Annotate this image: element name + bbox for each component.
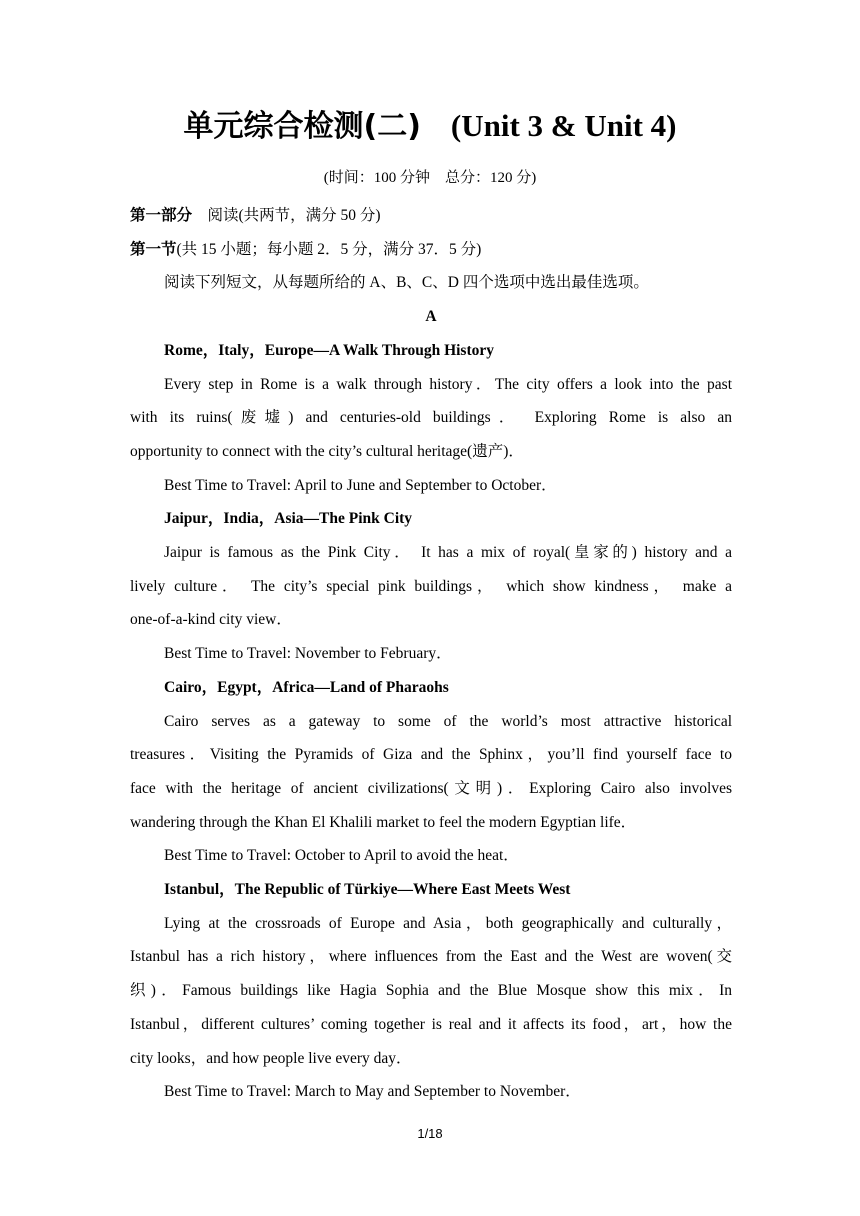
page-title — [0, 104, 860, 149]
jaipur-line: Jaipur is famous as the Pink City． It has a mix of royal(皇家的) history and a — [164, 544, 732, 562]
section-label: 第一节 — [130, 239, 177, 258]
jaipur-best-time: Best Time to Travel: November to February． — [164, 645, 452, 663]
istanbul-line: Lying at the crossroads of Europe and Asia，both geographically and culturally， — [164, 914, 732, 932]
page-number: 1/18 — [417, 1126, 443, 1141]
part-text: 阅读(共两节，满分 50 分) — [192, 207, 381, 224]
rome-heading: Rome，Italy，Europe—A Walk Through History — [164, 341, 495, 359]
cairo-heading: Cairo，Egypt，Africa—Land of Pharaohs — [164, 678, 449, 696]
passage-letter: A — [425, 308, 437, 326]
title-chinese: 单元综合检测(二) — [183, 109, 421, 144]
section-heading — [130, 233, 732, 267]
cairo-line: Cairo serves as a gateway to some of the world’s most attractive historical — [164, 712, 732, 730]
section-text: (共 15 小题；每小题 2．5 分，满分 37．5 分) — [176, 240, 482, 258]
cairo-line: treasures．Visiting the Pyramids of Giza and the Sphinx，you’ll find yourself face to — [130, 746, 732, 764]
title-spacer — [421, 109, 451, 144]
istanbul-line: Istanbul has a rich history，where influences from the East and the West are woven(交 — [130, 948, 732, 966]
jaipur-line: lively culture． The city’s special pink buildings， which show kindness， make a — [130, 577, 732, 595]
rome-line: Every step in Rome is a walk through history．The city offers a look into the past — [164, 375, 732, 393]
jaipur-line: one-of-a-kind city view． — [130, 611, 292, 629]
part-label: 第一部分 — [130, 206, 193, 224]
title-english: (Unit 3 & Unit 4) — [450, 108, 677, 143]
rome-best-time: Best Time to Travel: April to June and September to October． — [164, 476, 557, 494]
rome-line: with its ruins(废墟) and centuries-old buildings． Exploring Rome is also an — [130, 409, 732, 427]
jaipur-heading: Jaipur，India，Asia—The Pink City — [164, 510, 413, 528]
istanbul-line: 织)．Famous buildings like Hagia Sophia and the Blue Mosque show this mix．In — [130, 982, 732, 1000]
exam-info: (时间：100 分钟 总分：120 分) — [323, 170, 537, 186]
cairo-line: face with the heritage of ancient civilizations(文明)．Exploring Cairo also involves — [130, 779, 732, 797]
istanbul-best-time: Best Time to Travel: March to May and September to November． — [164, 1083, 581, 1101]
cairo-line: wandering through the Khan El Khalili market to feel the modern Egyptian life． — [130, 813, 637, 831]
istanbul-line: city looks，and how people live every day． — [130, 1049, 412, 1067]
istanbul-heading: Istanbul，The Republic of Türkiye—Where East Meets West — [164, 881, 571, 899]
document-body — [130, 199, 732, 1109]
instruction-text: 阅读下列短文，从每题所给的 A、B、C、D 四个选项中选出最佳选项。 — [164, 274, 649, 292]
rome-line: opportunity to connect with the city’s cultural heritage(遗产)． — [130, 442, 524, 460]
istanbul-line: Istanbul，different cultures’ coming together is real and it affects its food，art，how the — [130, 1015, 732, 1033]
part-heading — [130, 199, 732, 233]
cairo-best-time: Best Time to Travel: October to April to avoid the heat． — [164, 847, 519, 865]
